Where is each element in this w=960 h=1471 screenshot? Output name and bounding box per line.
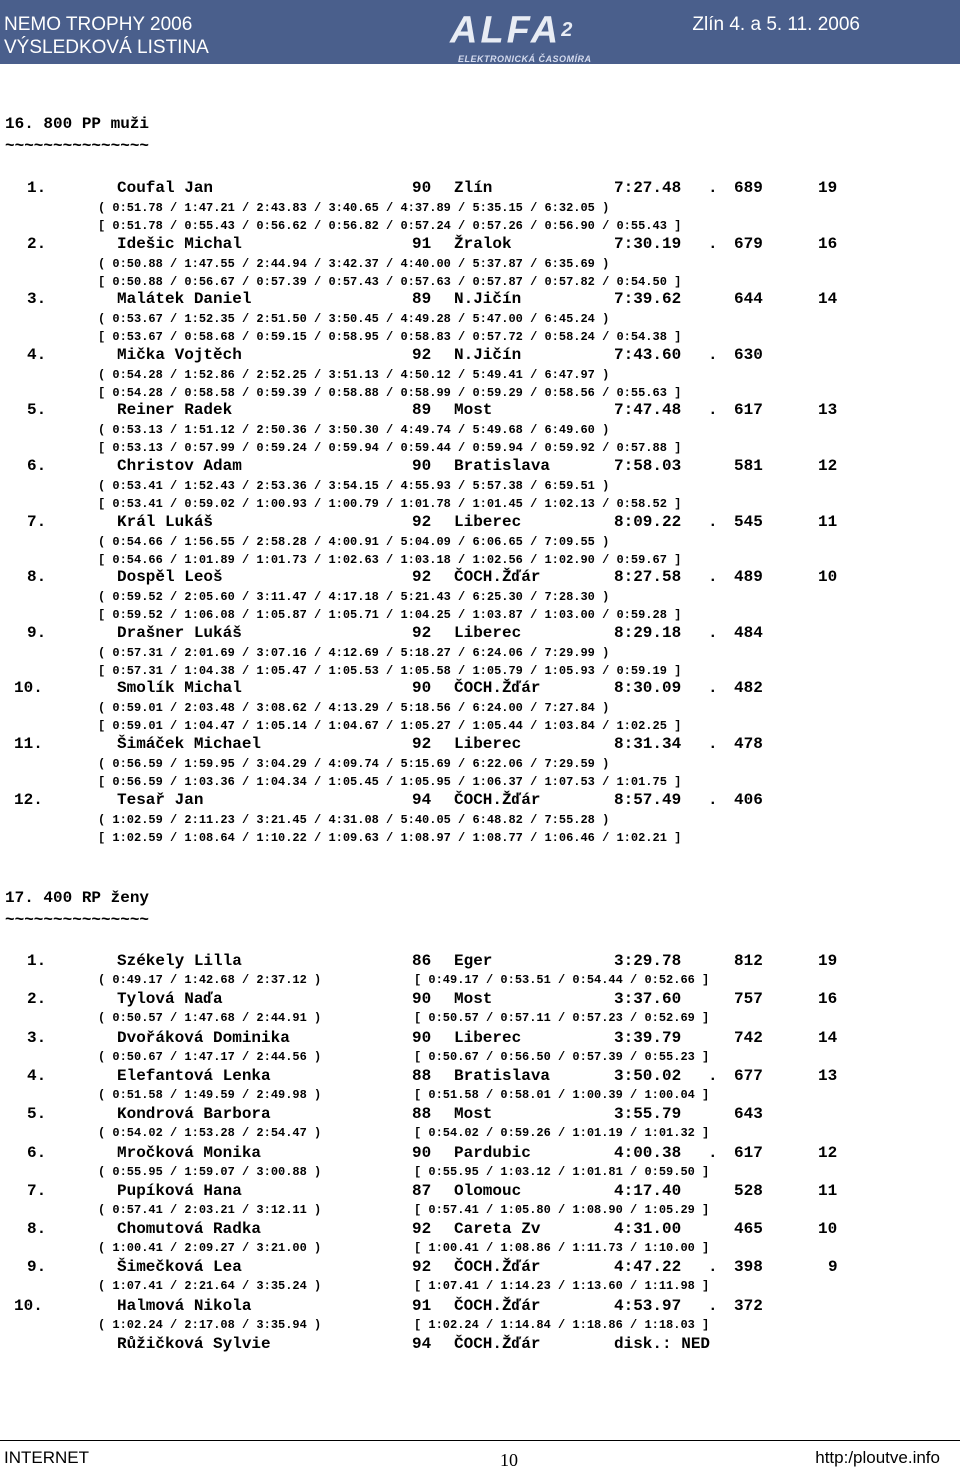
- lap-splits: [ 0:50.88 / 0:56.67 / 0:57.39 / 0:57.43 / 0:57.63 / 0:57.87 / 0:57.82 / 0:54.50 ]: [98, 274, 682, 289]
- result-mark: .: [708, 623, 718, 642]
- birth-year: 90: [412, 457, 432, 475]
- lap-splits: [ 0:57.41 / 1:05.80 / 1:08.90 / 1:05.29 ]: [414, 1202, 710, 1217]
- birth-year: 89: [412, 290, 432, 309]
- event-title-underline: ~~~~~~~~~~~~~~~: [5, 137, 150, 155]
- result-points: 528: [734, 1181, 763, 1200]
- club-name: Žralok: [454, 234, 512, 253]
- result-score: 16: [818, 990, 838, 1009]
- result-time: 3:39.79: [614, 1028, 682, 1047]
- club-name: N.Jičín: [454, 290, 522, 309]
- cumulative-splits: ( 0:57.41 / 2:03.21 / 3:12.11 ): [98, 1202, 322, 1217]
- club-name: ČOCH.Žďár: [454, 679, 541, 698]
- result-points: 484: [734, 623, 763, 642]
- result-rank: 11.: [14, 735, 43, 753]
- athlete-name: Chomutová Radka: [117, 1220, 262, 1239]
- result-time: 8:31.34: [614, 735, 682, 753]
- result-time: 7:27.48: [614, 179, 682, 197]
- athlete-name: Dvořáková Dominika: [117, 1028, 290, 1047]
- result-time: disk.: NED: [614, 1335, 711, 1353]
- cumulative-splits: ( 1:02.24 / 2:17.08 / 3:35.94 ): [98, 1317, 322, 1332]
- result-time: 4:53.97: [614, 1296, 682, 1315]
- result-time: 4:31.00: [614, 1220, 682, 1239]
- cumulative-splits: ( 0:55.95 / 1:59.07 / 3:00.88 ): [98, 1164, 322, 1179]
- athlete-name: Šimáček Michael: [117, 735, 262, 753]
- result-points: 465: [734, 1220, 763, 1239]
- result-time: 8:29.18: [614, 623, 682, 642]
- birth-year: 92: [412, 1220, 432, 1239]
- result-mark: .: [708, 512, 718, 531]
- footer-left: INTERNET: [4, 1448, 89, 1467]
- lap-splits: [ 0:50.57 / 0:57.11 / 0:57.23 / 0:52.69 ]: [414, 1011, 710, 1026]
- result-mark: .: [708, 1258, 718, 1277]
- birth-year: 94: [412, 790, 432, 809]
- lap-splits: [ 1:02.59 / 1:08.64 / 1:10.22 / 1:09.63 / 1:08.97 / 1:08.77 / 1:06.46 / 1:02.21 ]: [98, 830, 682, 845]
- club-name: ČOCH.Žďár: [454, 790, 541, 809]
- birth-year: 91: [412, 234, 432, 253]
- result-score: 9: [828, 1258, 838, 1277]
- cumulative-splits: ( 0:56.59 / 1:59.95 / 3:04.29 / 4:09.74 / 5:15.69 / 6:22.06 / 7:29.59 ): [98, 757, 610, 771]
- result-rank: 12.: [14, 790, 43, 809]
- athlete-name: Székely Lilla: [117, 952, 242, 970]
- event-date: Zlín 4. a 5. 11. 2006: [692, 14, 860, 35]
- result-score: 11: [818, 1181, 838, 1200]
- lap-splits: [ 0:55.95 / 1:03.12 / 1:01.81 / 0:59.50 ]: [414, 1164, 710, 1179]
- result-score: 13: [818, 401, 838, 420]
- cumulative-splits: ( 0:57.31 / 2:01.69 / 3:07.16 / 4:12.69 / 5:18.27 / 6:24.06 / 7:29.99 ): [98, 645, 610, 660]
- result-score: 10: [818, 568, 838, 587]
- result-score: 13: [818, 1066, 838, 1085]
- event-title-underline: ~~~~~~~~~~~~~~~: [5, 911, 150, 929]
- result-points: 372: [734, 1296, 763, 1315]
- club-name: ČOCH.Žďár: [454, 1335, 541, 1353]
- result-mark: .: [708, 568, 718, 587]
- birth-year: 92: [412, 1258, 432, 1277]
- result-rank: 2.: [27, 990, 47, 1009]
- result-mark: .: [708, 790, 718, 809]
- lap-splits: [ 0:53.67 / 0:58.68 / 0:59.15 / 0:58.95 / 0:58.83 / 0:57.72 / 0:58.24 / 0:54.38 ]: [98, 330, 682, 345]
- result-time: 3:50.02: [614, 1066, 682, 1085]
- result-time: 7:47.48: [614, 401, 682, 420]
- result-time: 3:55.79: [614, 1105, 682, 1124]
- cumulative-splits: ( 0:59.01 / 2:03.48 / 3:08.62 / 4:13.29 / 5:18.56 / 6:24.00 / 7:27.84 ): [98, 701, 610, 716]
- result-rank: 3.: [27, 290, 47, 309]
- lap-splits: [ 0:51.58 / 0:58.01 / 1:00.39 / 1:00.04 ]: [414, 1087, 710, 1102]
- result-time: 4:00.38: [614, 1143, 682, 1162]
- birth-year: 91: [412, 1296, 432, 1315]
- club-name: Liberec: [454, 1028, 522, 1047]
- cumulative-splits: ( 0:53.13 / 1:51.12 / 2:50.36 / 3:50.30 / 4:49.74 / 5:49.68 / 6:49.60 ): [98, 423, 610, 438]
- lap-splits: [ 0:59.01 / 1:04.47 / 1:05.14 / 1:04.67 / 1:05.27 / 1:05.44 / 1:03.84 / 1:02.25 ]: [98, 719, 682, 734]
- logo-sup-text: 2: [561, 19, 573, 41]
- club-name: Liberec: [454, 512, 522, 531]
- birth-year: 88: [412, 1105, 432, 1124]
- cumulative-splits: ( 0:51.58 / 1:49.59 / 2:49.98 ): [98, 1087, 322, 1102]
- result-score: 19: [818, 952, 838, 970]
- cumulative-splits: ( 0:51.78 / 1:47.21 / 2:43.83 / 3:40.65 / 4:37.89 / 5:35.15 / 6:32.05 ): [98, 201, 610, 215]
- club-name: Most: [454, 990, 493, 1009]
- result-points: 489: [734, 568, 763, 587]
- club-name: ČOCH.Žďár: [454, 1258, 541, 1277]
- club-name: Most: [454, 1105, 493, 1124]
- result-rank: 1.: [27, 179, 47, 197]
- lap-splits: [ 1:07.41 / 1:14.23 / 1:13.60 / 1:11.98 ]: [414, 1279, 710, 1294]
- result-points: 398: [734, 1258, 763, 1277]
- lap-splits: [ 0:50.67 / 0:56.50 / 0:57.39 / 0:55.23 ]: [414, 1049, 710, 1064]
- result-points: 689: [734, 179, 763, 197]
- result-points: 630: [734, 345, 763, 364]
- result-score: 12: [818, 1143, 838, 1162]
- result-points: 677: [734, 1066, 763, 1085]
- birth-year: 92: [412, 623, 432, 642]
- birth-year: 88: [412, 1066, 432, 1085]
- athlete-name: Coufal Jan: [117, 179, 214, 197]
- athlete-name: Halmová Nikola: [117, 1296, 252, 1315]
- birth-year: 92: [412, 735, 432, 753]
- result-rank: 8.: [27, 1220, 47, 1239]
- result-time: 3:37.60: [614, 990, 682, 1009]
- result-rank: 4.: [27, 345, 47, 364]
- result-score: 14: [818, 1028, 838, 1047]
- lap-splits: [ 0:54.28 / 0:58.58 / 0:59.39 / 0:58.88 / 0:58.99 / 0:59.29 / 0:58.56 / 0:55.63 ]: [98, 385, 682, 400]
- athlete-name: Christov Adam: [117, 457, 242, 475]
- result-points: 643: [734, 1105, 763, 1124]
- birth-year: 90: [412, 990, 432, 1009]
- result-rank: 3.: [27, 1028, 47, 1047]
- cumulative-splits: ( 0:50.57 / 1:47.68 / 2:44.91 ): [98, 1011, 322, 1026]
- athlete-name: Kondrová Barbora: [117, 1105, 271, 1124]
- alfa2-logo: [450, 8, 592, 64]
- club-name: Liberec: [454, 623, 522, 642]
- result-score: 10: [818, 1220, 838, 1239]
- result-rank: 7.: [27, 512, 47, 531]
- cumulative-splits: ( 1:00.41 / 2:09.27 / 3:21.00 ): [98, 1241, 322, 1256]
- logo-main-text: ALFA: [450, 9, 562, 52]
- lap-splits: [ 0:53.41 / 0:59.02 / 1:00.93 / 1:00.79 / 1:01.78 / 1:01.45 / 1:02.13 / 0:58.52 ]: [98, 497, 682, 511]
- lap-splits: [ 0:53.13 / 0:57.99 / 0:59.24 / 0:59.94 / 0:59.44 / 0:59.94 / 0:59.92 / 0:57.88 ]: [98, 441, 682, 456]
- club-name: Liberec: [454, 735, 522, 753]
- cumulative-splits: ( 0:49.17 / 1:42.68 / 2:37.12 ): [98, 973, 322, 987]
- result-mark: .: [708, 345, 718, 364]
- athlete-name: Mička Vojtěch: [117, 345, 242, 364]
- result-points: 679: [734, 234, 763, 253]
- club-name: N.Jičín: [454, 345, 522, 364]
- result-mark: .: [708, 179, 718, 197]
- birth-year: 90: [412, 179, 432, 197]
- athlete-name: Mročková Monika: [117, 1143, 262, 1162]
- lap-splits: [ 0:56.59 / 1:03.36 / 1:04.34 / 1:05.45 / 1:05.95 / 1:06.37 / 1:07.53 / 1:01.75 ]: [98, 775, 682, 789]
- result-points: 617: [734, 401, 763, 420]
- club-name: Bratislava: [454, 1066, 551, 1085]
- result-time: 7:58.03: [614, 457, 682, 475]
- club-name: Most: [454, 401, 493, 420]
- result-time: 8:09.22: [614, 512, 682, 531]
- result-mark: .: [708, 1296, 718, 1315]
- athlete-name: Tesař Jan: [117, 790, 204, 809]
- athlete-name: Pupíková Hana: [117, 1181, 242, 1200]
- result-score: 12: [818, 457, 838, 475]
- cumulative-splits: ( 0:53.41 / 1:52.43 / 2:53.36 / 3:54.15 / 4:55.93 / 5:57.38 / 6:59.51 ): [98, 479, 610, 493]
- result-time: 4:17.40: [614, 1181, 682, 1200]
- result-points: 545: [734, 512, 763, 531]
- lap-splits: [ 1:00.41 / 1:08.86 / 1:11.73 / 1:10.00 ]: [414, 1241, 710, 1256]
- athlete-name: Elefantová Lenka: [117, 1066, 271, 1085]
- result-points: 757: [734, 990, 763, 1009]
- result-rank: 10.: [14, 679, 43, 698]
- birth-year: 90: [412, 1028, 432, 1047]
- footer-url: http:/ploutve.info: [815, 1448, 940, 1467]
- birth-year: 90: [412, 1143, 432, 1162]
- result-points: 581: [734, 457, 763, 475]
- birth-year: 86: [412, 952, 432, 970]
- result-points: 812: [734, 952, 763, 970]
- athlete-name: Smolík Michal: [117, 679, 242, 698]
- result-points: 478: [734, 735, 763, 753]
- athlete-name: Drašner Lukáš: [117, 623, 242, 642]
- result-rank: 5.: [27, 401, 47, 420]
- result-points: 406: [734, 790, 763, 809]
- event-title: 16. 800 PP muži: [5, 115, 150, 133]
- result-rank: 4.: [27, 1066, 47, 1085]
- lap-splits: [ 0:59.52 / 1:06.08 / 1:05.87 / 1:05.71 / 1:04.25 / 1:03.87 / 1:03.00 / 0:59.28 ]: [98, 608, 682, 623]
- birth-year: 92: [412, 568, 432, 587]
- event-title: 17. 400 RP ženy: [5, 889, 150, 907]
- result-time: 7:30.19: [614, 234, 682, 253]
- result-rank: 2.: [27, 234, 47, 253]
- result-rank: 9.: [27, 1258, 47, 1277]
- athlete-name: Král Lukáš: [117, 512, 214, 531]
- result-rank: 1.: [27, 952, 47, 970]
- birth-year: 89: [412, 401, 432, 420]
- cumulative-splits: ( 1:07.41 / 2:21.64 / 3:35.24 ): [98, 1279, 322, 1294]
- result-rank: 6.: [27, 1143, 47, 1162]
- club-name: Olomouc: [454, 1181, 522, 1200]
- event-name: NEMO TROPHY 2006: [4, 14, 193, 35]
- athlete-name: Idešic Michal: [117, 234, 242, 253]
- birth-year: 92: [412, 512, 432, 531]
- lap-splits: [ 0:57.31 / 1:04.38 / 1:05.47 / 1:05.53 / 1:05.58 / 1:05.79 / 1:05.93 / 0:59.19 ]: [98, 663, 682, 678]
- club-name: Zlín: [454, 179, 493, 197]
- result-score: 11: [818, 512, 838, 531]
- result-rank: 5.: [27, 1105, 47, 1124]
- athlete-name: Reiner Radek: [117, 401, 233, 420]
- result-time: 7:43.60: [614, 345, 682, 364]
- birth-year: 92: [412, 345, 432, 364]
- cumulative-splits: ( 0:54.02 / 1:53.28 / 2:54.47 ): [98, 1126, 322, 1141]
- result-mark: .: [708, 401, 718, 420]
- result-time: 3:29.78: [614, 952, 682, 970]
- athlete-name: Růžičková Sylvie: [117, 1335, 271, 1353]
- result-rank: 9.: [27, 623, 47, 642]
- document-subtitle: VÝSLEDKOVÁ LISTINA: [4, 37, 209, 58]
- result-score: 19: [818, 179, 838, 197]
- cumulative-splits: ( 0:54.28 / 1:52.86 / 2:52.25 / 3:51.13 / 4:50.12 / 5:49.41 / 6:47.97 ): [98, 367, 610, 382]
- result-points: 617: [734, 1143, 763, 1162]
- result-mark: .: [708, 1143, 718, 1162]
- birth-year: 94: [412, 1335, 432, 1353]
- result-mark: .: [708, 1066, 718, 1085]
- footer-divider: [0, 1440, 960, 1441]
- result-rank: 6.: [27, 457, 47, 475]
- logo-tagline: ELEKTRONICKÁ ČASOMÍRA: [458, 54, 592, 64]
- result-time: 8:30.09: [614, 679, 682, 698]
- club-name: Bratislava: [454, 457, 551, 475]
- club-name: ČOCH.Žďár: [454, 568, 541, 587]
- birth-year: 90: [412, 679, 432, 698]
- page-header: [0, 0, 960, 64]
- lap-splits: [ 0:49.17 / 0:53.51 / 0:54.44 / 0:52.66 ]: [414, 973, 710, 987]
- cumulative-splits: ( 0:50.67 / 1:47.17 / 2:44.56 ): [98, 1049, 322, 1064]
- result-mark: .: [708, 234, 718, 253]
- lap-splits: [ 0:51.78 / 0:55.43 / 0:56.62 / 0:56.82 / 0:57.24 / 0:57.26 / 0:56.90 / 0:55.43 ]: [98, 219, 682, 233]
- club-name: Pardubic: [454, 1143, 531, 1162]
- result-rank: 8.: [27, 568, 47, 587]
- lap-splits: [ 0:54.66 / 1:01.89 / 1:01.73 / 1:02.63 / 1:03.18 / 1:02.56 / 1:02.90 / 0:59.67 ]: [98, 552, 682, 567]
- result-rank: 7.: [27, 1181, 47, 1200]
- club-name: ČOCH.Žďár: [454, 1296, 541, 1315]
- page-number: 10: [500, 1450, 518, 1470]
- result-points: 742: [734, 1028, 763, 1047]
- lap-splits: [ 0:54.02 / 0:59.26 / 1:01.19 / 1:01.32 ]: [414, 1126, 710, 1141]
- cumulative-splits: ( 1:02.59 / 2:11.23 / 3:21.45 / 4:31.08 / 5:40.05 / 6:48.82 / 7:55.28 ): [98, 812, 610, 827]
- result-time: 4:47.22: [614, 1258, 682, 1277]
- result-score: 16: [818, 234, 838, 253]
- result-score: 14: [818, 290, 838, 309]
- athlete-name: Malátek Daniel: [117, 290, 252, 309]
- cumulative-splits: ( 0:50.88 / 1:47.55 / 2:44.94 / 3:42.37 / 4:40.00 / 5:37.87 / 6:35.69 ): [98, 256, 610, 271]
- result-time: 8:27.58: [614, 568, 682, 587]
- club-name: Eger: [454, 952, 493, 970]
- club-name: Careta Zv: [454, 1220, 541, 1239]
- cumulative-splits: ( 0:53.67 / 1:52.35 / 2:51.50 / 3:50.45 / 4:49.28 / 5:47.00 / 6:45.24 ): [98, 312, 610, 327]
- result-time: 7:39.62: [614, 290, 682, 309]
- athlete-name: Šimečková Lea: [117, 1258, 242, 1277]
- cumulative-splits: ( 0:59.52 / 2:05.60 / 3:11.47 / 4:17.18 / 5:21.43 / 6:25.30 / 7:28.30 ): [98, 590, 610, 605]
- athlete-name: Dospěl Leoš: [117, 568, 223, 587]
- result-mark: .: [708, 679, 718, 698]
- birth-year: 87: [412, 1181, 432, 1200]
- athlete-name: Tylová Naďa: [117, 990, 223, 1009]
- result-rank: 10.: [14, 1296, 43, 1315]
- cumulative-splits: ( 0:54.66 / 1:56.55 / 2:58.28 / 4:00.91 / 5:04.09 / 6:06.65 / 7:09.55 ): [98, 534, 610, 549]
- result-time: 8:57.49: [614, 790, 682, 809]
- result-points: 482: [734, 679, 763, 698]
- result-mark: .: [708, 735, 718, 753]
- result-points: 644: [734, 290, 763, 309]
- lap-splits: [ 1:02.24 / 1:14.84 / 1:18.86 / 1:18.03 ]: [414, 1317, 710, 1332]
